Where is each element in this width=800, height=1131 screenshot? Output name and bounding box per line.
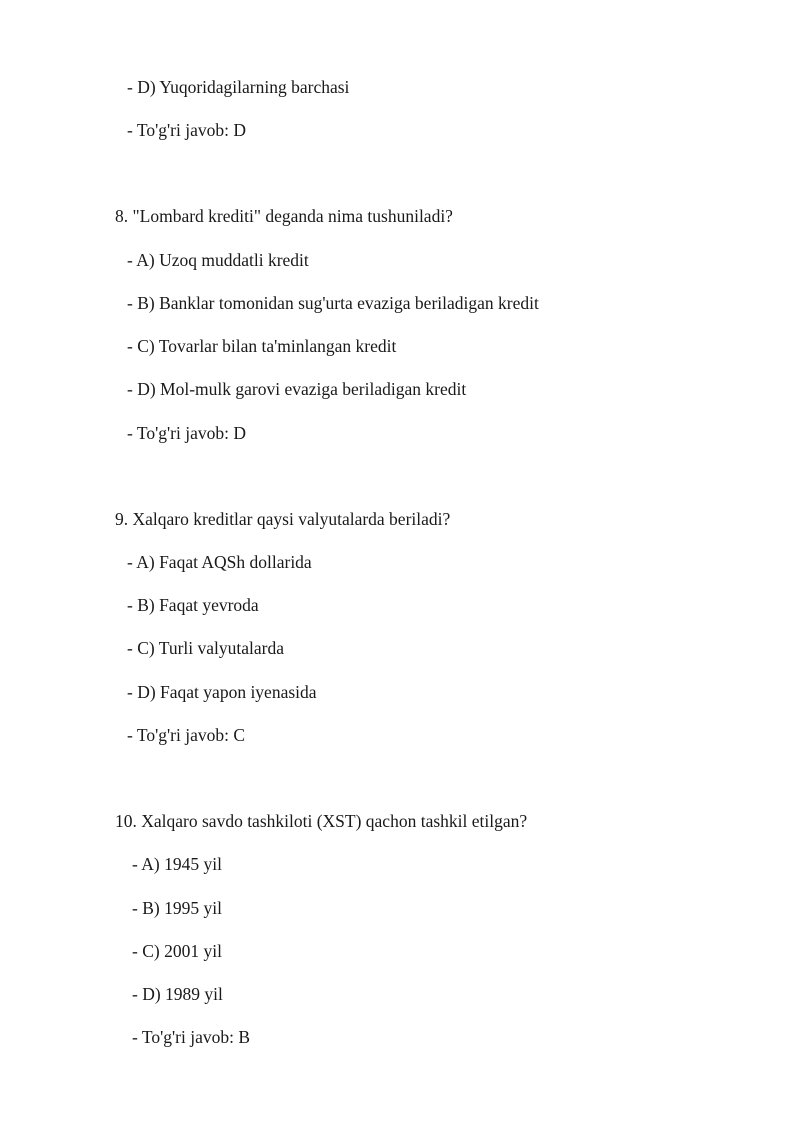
question-9-option-a: - A) Faqat AQSh dollarida: [127, 552, 312, 572]
question-9-option-c: - C) Turli valyutalarda: [127, 638, 284, 658]
question-9-text: 9. Xalqaro kreditlar qaysi valyutalarda beriladi?: [115, 509, 451, 529]
question-8-answer: - To'g'ri javob: D: [127, 423, 246, 443]
question-10-option-d: - D) 1989 yil: [132, 984, 223, 1004]
question-8-text: 8. "Lombard krediti" deganda nima tushuniladi?: [115, 206, 453, 226]
question-10-option-a: - A) 1945 yil: [132, 854, 222, 874]
question-9-option-d: - D) Faqat yapon iyenasida: [127, 682, 317, 702]
question-10-answer: - To'g'ri javob: B: [132, 1027, 251, 1047]
question-8-option-b: - B) Banklar tomonidan sug'urta evaziga beriladigan kredit: [127, 293, 539, 313]
question-8-option-c: - C) Tovarlar bilan ta'minlangan kredit: [127, 336, 397, 356]
question-9-option-b: - B) Faqat yevroda: [127, 595, 259, 615]
option-d: - D) Yuqoridagilarning barchasi: [127, 77, 350, 97]
question-9-answer: - To'g'ri javob: C: [127, 725, 246, 745]
question-10-text: 10. Xalqaro savdo tashkiloti (XST) qachon tashkil etilgan?: [115, 811, 528, 831]
question-10-option-c: - C) 2001 yil: [132, 941, 222, 961]
question-10-option-b: - B) 1995 yil: [132, 898, 222, 918]
question-8-option-a: - A) Uzoq muddatli kredit: [127, 250, 309, 270]
correct-answer: - To'g'ri javob: D: [127, 120, 246, 140]
question-8-option-d: - D) Mol-mulk garovi evaziga beriladigan kredit: [127, 379, 467, 399]
